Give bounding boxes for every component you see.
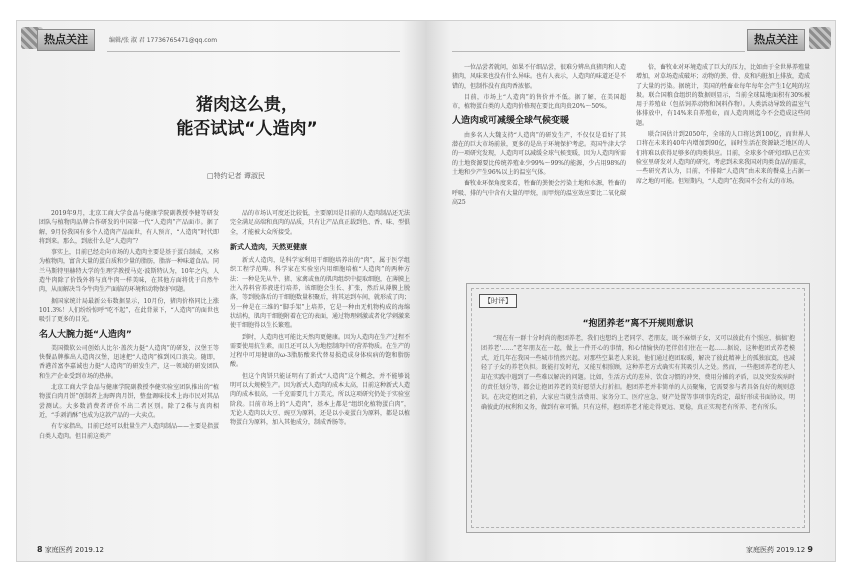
header-divider [107, 51, 400, 52]
paragraph: 到时，人造肉也可能比天然肉更健康。因为人造肉在生产过程不需要使用抗生素，而且还可以人为地控制肉中的营养物质。在生产的过程中可用健康的ω-3脂肪酸来代替易损造成身体疾病的饱和脂肪酸。 [230, 333, 410, 369]
section-tag-icon [809, 27, 831, 49]
page-number: 8 [37, 545, 43, 554]
paragraph: “现在有一群十分时尚的抱团养老，我们也想约上老同学、老朋友，既不麻烦子女，又可以彼此有个照应，搞搞'抱团养老'……”老年朋友在一起，做上一件开心的事情，和心情愉快的老伴侣们住在一起……据说，这种抱团式养老模式，近几年在我国一些城市悄然兴起。对那些空巢老人来说，他们通过抱团取暖，解决了彼此精神上的孤独寂寞，也减轻了子女的养老负担。既能打发时光，又能互相照顾，这种养老方式确实有其吸引人之处。然而，一些抱团养老的老人却在实践中遇到了一些难以解决的问题。比如，生活方式的差异、饮食习惯的冲突、费用分摊的矛盾，以及突发疾病时的责任划分等，都会让抱团养老的美好愿望大打折扣。抱团养老并非简单的人员聚集，它需要参与者具备良好的规则意识。在决定抱团之前，大家应当就生活费用、家务分工、医疗应急、财产处置等事项事先约定，最好形成书面协议，明确彼此的权利和义务，做到有章可循。只有这样，抱团养老才能走得更远、更稳，真正实现老有所养、老有所乐。 [481, 335, 795, 411]
footer-magazine: 家庭医药 2019.12 [44, 546, 104, 554]
footer-magazine: 家庭医药 2019.12 [746, 546, 806, 554]
section-tag: 热点关注 [37, 29, 95, 51]
title-line-2: 能否试试“人造肉” [176, 119, 318, 139]
editor-info: 编辑/张 淑 君 17736765471@qq.com [109, 37, 218, 44]
paragraph: 据国家统计局最新公布数据显示，10月份，猪肉价格同比上涨101.3%！人们纷纷惊呼“吃不起”，在此背景下，“人造肉”的面世也吸引了更多的目光。 [39, 297, 219, 324]
header-divider [452, 51, 745, 52]
paragraph: 品的市场认可度还比较低，主要原因是目前的人造肉制品还无法完全满足高端和真肉的品质，只有让产品真正载到色、香、味、型俱全，才能被大众所接受。 [230, 210, 410, 236]
section-tag: 热点关注 [747, 29, 805, 51]
commentary-tag: 【时评】 [479, 294, 517, 308]
paragraph: 由多名人大魏支持“人造肉”的研发生产，不仅仅是看好了其潜在的巨大市场前景，更多的是出于环境保护考虑。英国牛津大学的一项研究发现，人造肉可以减缓全球气候变暖，因为人造肉所需的土地资源要比传统养殖业少99%～99%的能源，少占用98%的土地和少产生96%以上的温室气体。 [452, 131, 626, 176]
magazine-spread [16, 20, 836, 562]
paragraph: 一位品尝者就问，如果不仔细品尝，很难分辨出真猪肉和人造猪肉，风味来也没有什么异味。也有人表示，人造肉的味道还是不错的，但制作没有真肉香浓郁。 [452, 64, 626, 90]
paragraph: 新式人造肉，是科学家利用干细胞培养出的“肉”，属于医学组织工程学范畴。科学家在实验室内用细胞培植“人造肉”的两种方法：一种是先从牛、猪、家禽或鱼的肌肉组织中提取细胞，在薄膜上注入养料营养液进行培养，该细胞会生长、扩张，然后从薄膜上脱落，等到脱落后的干细胞数量积聚后，将其运到车间，就形成了肉；另一种是在三维的“脚手架”上培养，它是一种由无机物构成的海绵状结构，肌肉干细胞附着在它的表面，通过物理刺激或者化学刺激来使干细胞得以生长繁殖。 [230, 257, 410, 330]
section-heading: 人造肉或可减缓全球气候变暖 [452, 116, 570, 127]
paragraph: 倍，畜牧业对环境造成了巨大的压力，比如由于全世界养殖量增加，对草场造成破坏；动物的粪、骨、皮和内脏加上排放，造成了大量的污染。据统计，美国的牲畜业每年每年会产生1亿吨的垃圾。联合国粮食组织的数据则显示，当前全球陆地面积有30%被用于养殖业（包括饲养动物和饲料作物）。人类活动导致的温室气体排放中，有14%来自养殖业，而人造肉则迄今不会造成这些问题。 [636, 64, 810, 127]
page-footer [746, 545, 813, 555]
right-page [426, 21, 835, 561]
right-column-1 [452, 63, 626, 275]
left-page [17, 21, 426, 561]
commentary-body [481, 334, 795, 524]
byline: □特约记者 谭淑民 [207, 172, 265, 180]
paragraph: 但这个肉饼只能证明有了新式“人造肉”这个概念，并不能够说明可以大规模生产。因为新式人造肉的成本太高，目前这种新式人造肉的成本很高，一千克需要几十万美元，所以这项研究仍处于实验室阶段。目前市场上的“人造肉”，基本上都是“组织化植物蛋白肉”，无论人造肉以大豆、豌豆为原料，还是以小麦蛋白为原料，都是以植物蛋白为原料，加入其他成分，制成香肠等。 [230, 372, 410, 427]
paragraph: 北京工商大学食品与健康学院副教授李健实验室团队推出的“植物蛋白肉月饼”创制者上海晖肉月饼，整盘调味技术上海市民对其品尝测试。大多数消费者评价不出二者区别。除了2株与真肉相近，“手剥消酥”也成为这款产品的一大卖点。 [39, 384, 219, 419]
article-title [117, 93, 377, 141]
paragraph: 事实上，目前已经走向市场的人造肉主要是基于蛋白制成，又称为植物肉，富含大量的蛋白质和少量的脂肪，脂溶一种味道食品。同兰马斯特里赫特大学的生理学教授马克·波斯特认为，10年之内，人造牛肉除了价钱外将与真牛肉一样美味，在其他方面将优于自然牛肉，从而解决当今牛肉生产面临的环境和动物保护问题。 [39, 249, 219, 294]
right-column-2 [636, 63, 810, 275]
paragraph: 目前，市场上“人造肉”的售价并不低。据了解，在美国超市，植物蛋白类的人造肉价格现在要比真肉贵20%～50%。 [452, 93, 626, 111]
paragraph: 联合国估计到2050年，全球的人口将达到100亿，而世界人口将在未来的40年内增加到90亿，届时生活在资源缺乏地区的人们将难以获得足够多的肉类供应。目前，全球多个研究团队已在实验室里研发对人造肉的研究。考虑到未来我国对肉类食品的需求，一些研究者认为，目前，不排除“人造肉”由未来的餐桌上占据一席之地的可能。但短期内，“人造肉”在我国不会有太的市场。 [636, 131, 810, 185]
left-column-1 [39, 209, 219, 544]
page-number: 9 [807, 545, 813, 554]
page-footer [37, 545, 104, 555]
title-line-1: 猪肉这么贵， [196, 95, 298, 115]
commentary-title: “抱团养老”离不开规则意识 [582, 319, 694, 329]
paragraph: 美国微软公司创始人比尔·盖茨力挺“人造肉”的研发，汉堡王等快餐品牌推出人造肉汉堡，迅速把“人造肉”推到风口浪尖。随即，香港首富李嘉诚也力挺“人造肉”的研发生产，这一领域的研发团队和生产企业受到市场的热捧。 [39, 344, 219, 380]
commentary-box [466, 283, 810, 533]
paragraph: 有专家指出，目前已经可以批量生产人造肉制品——主要是指蛋白类人造肉。但目前这类产 [39, 423, 219, 440]
paragraph: 2019年9月，北京工商大学食品与健康学院副教授李健等研发团队与植物肉品牌合作研发的中国第一代“人造肉”产品面市。据了解，9月份我国有多个人造肉产品面世，有人预言，“人造肉”时代即将到来。那么，到底什么是“人造肉”？ [39, 210, 219, 245]
section-heading: 新式人造肉，天然更健康 [230, 242, 307, 251]
left-column-2 [230, 209, 410, 544]
paragraph: 畜牧业环保角度来看，牲畜的粪便会污染土地和水源，牲畜的呼吸、排的气中含有大量的甲烷，而甲烷的温室效应要比二氧化碳高25 [452, 180, 626, 206]
section-heading: 名人大腕力挺“人造肉” [39, 329, 132, 340]
